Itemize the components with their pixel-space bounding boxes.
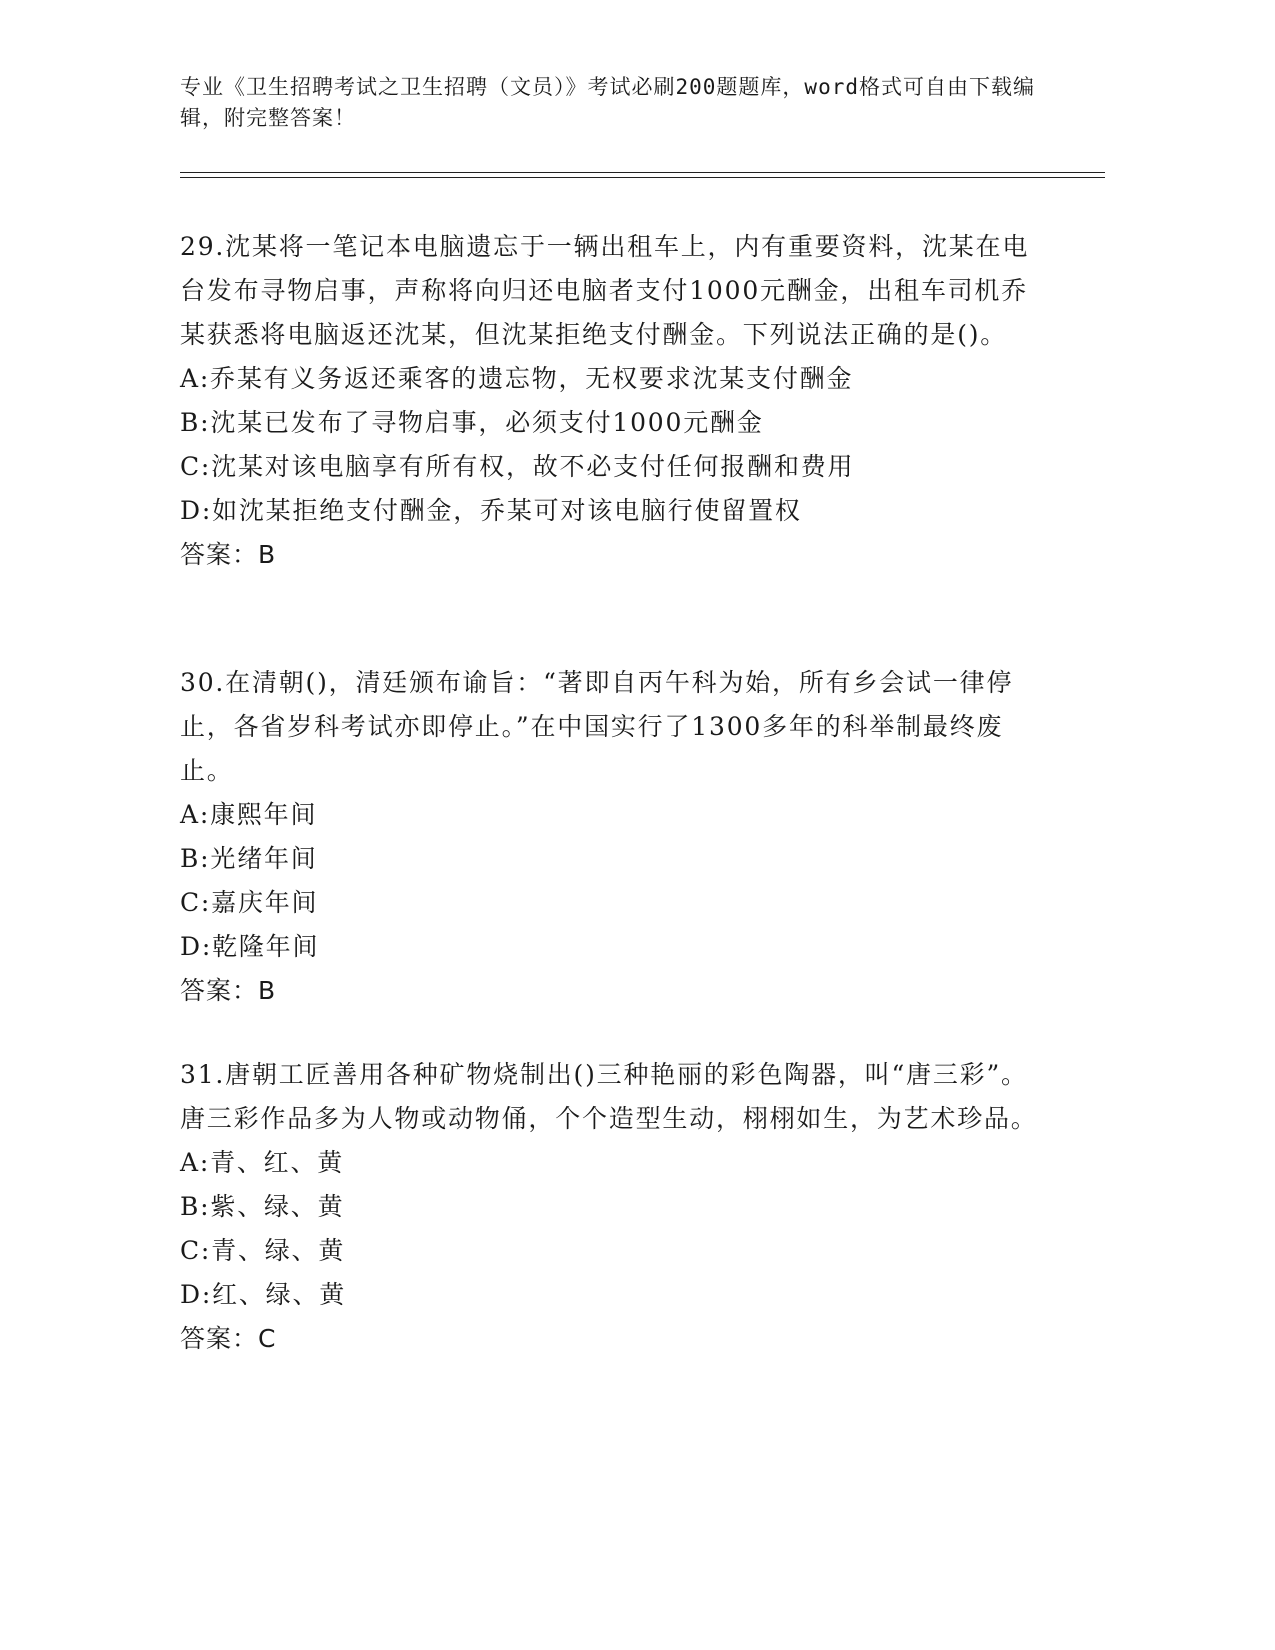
answer-line: 答案：B [180, 540, 277, 569]
header-divider-bottom [180, 177, 1105, 178]
answer-line: 答案：C [180, 1324, 277, 1353]
header-divider-top [180, 172, 1105, 173]
option-d: D:如沈某拒绝支付酬金，乔某可对该电脑行使留置权 [180, 496, 802, 525]
option-c: C:沈某对该电脑享有所有权，故不必支付任何报酬和费用 [180, 452, 855, 481]
option-b: B:紫、绿、黄 [180, 1192, 345, 1221]
option-a: A:乔某有义务返还乘客的遗忘物，无权要求沈某支付酬金 [180, 364, 854, 393]
option-c: C:青、绿、黄 [180, 1236, 346, 1265]
question-30 [180, 661, 1040, 1013]
document-header: 专业《卫生招聘考试之卫生招聘（文员）》考试必刷200题题库，word格式可自由下载编辑，附完整答案！ [180, 75, 1035, 130]
question-stem: 31.唐朝工匠善用各种矿物烧制出()三种艳丽的彩色陶器，叫“唐三彩”。唐三彩作品多为人物或动物俑，个个造型生动，栩栩如生，为艺术珍品。 [180, 1060, 1038, 1133]
option-b: B:沈某已发布了寻物启事，必须支付1000元酬金 [180, 408, 764, 437]
option-a: A:康熙年间 [180, 800, 318, 829]
option-d: D:乾隆年间 [180, 932, 320, 961]
question-29 [180, 225, 1040, 577]
question-31 [180, 1053, 1040, 1361]
answer-line: 答案：B [180, 976, 277, 1005]
option-a: A:青、红、黄 [180, 1148, 345, 1177]
question-stem: 29.沈某将一笔记本电脑遗忘于一辆出租车上，内有重要资料，沈某在电台发布寻物启事，声称将向归还电脑者支付1000元酬金，出租车司机乔某获悉将电脑返还沈某，但沈某拒绝支付酬金。下列说法正确的是()。 [180, 232, 1030, 349]
option-d: D:红、绿、黄 [180, 1280, 347, 1309]
option-c: C:嘉庆年间 [180, 888, 319, 917]
question-stem: 30.在清朝()，清廷颁布谕旨：“著即自丙午科为始，所有乡会试一律停止，各省岁科考试亦即停止。”在中国实行了1300多年的科举制最终废止。 [180, 668, 1014, 785]
option-b: B:光绪年间 [180, 844, 318, 873]
